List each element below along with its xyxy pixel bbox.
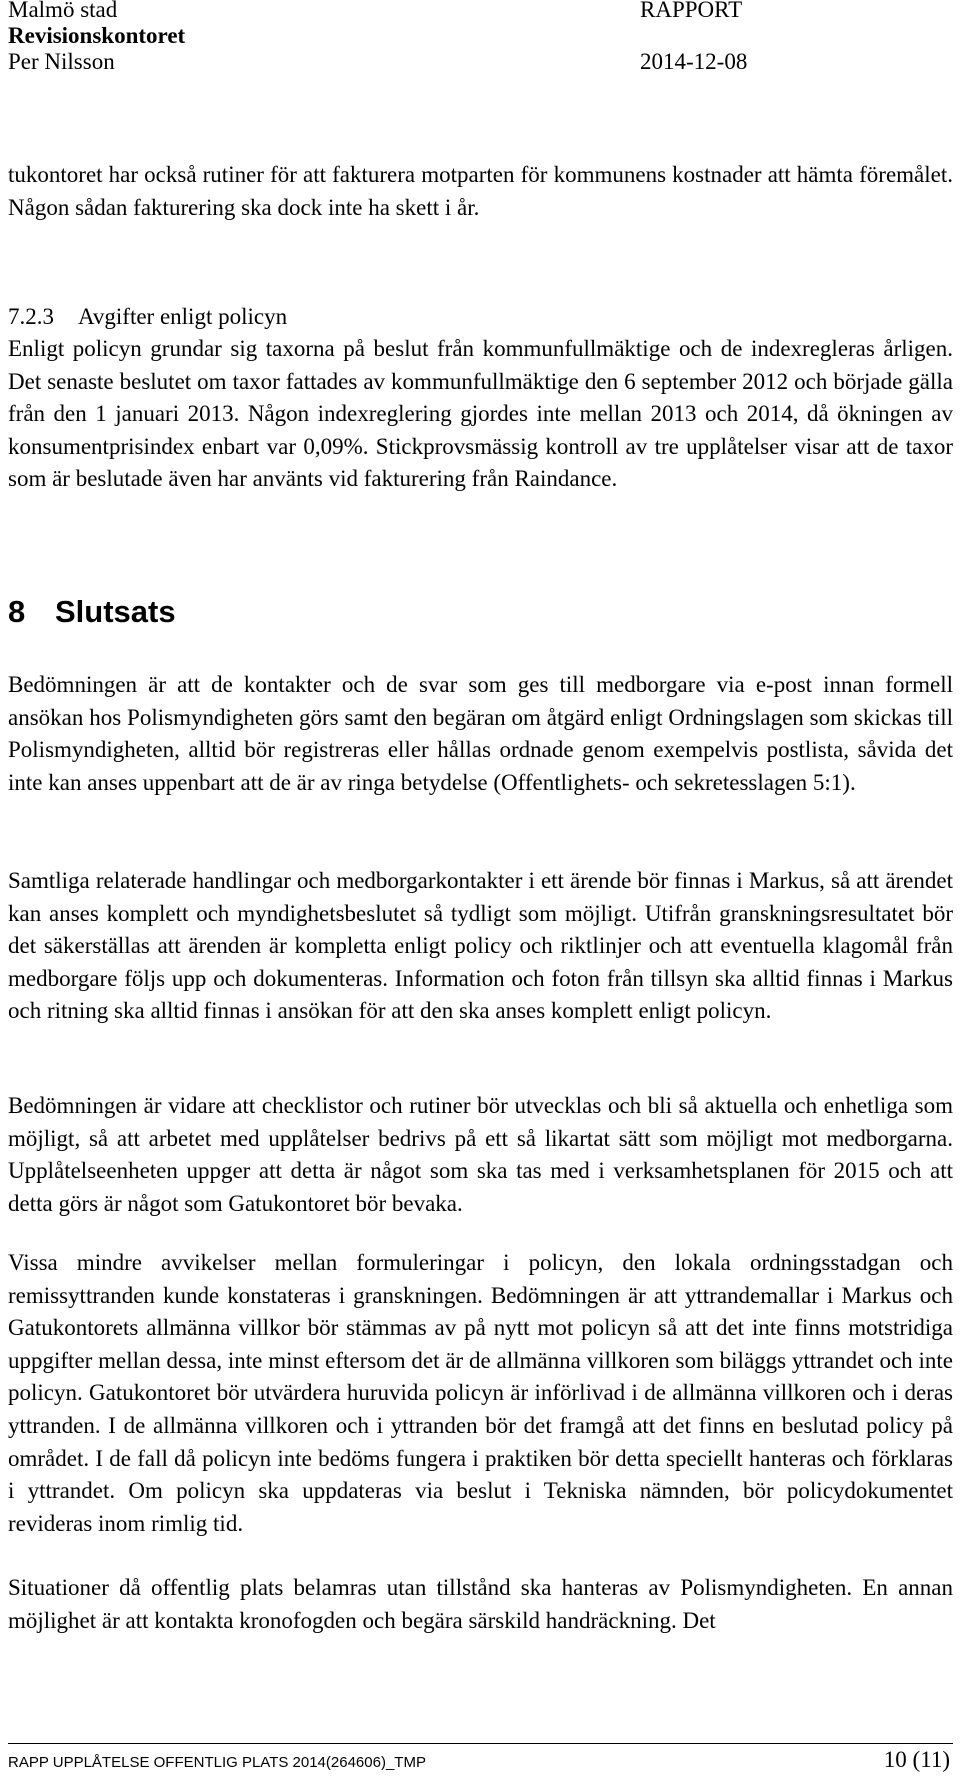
section-heading-8 (8, 592, 176, 632)
paragraph-slutsats-4: Vissa mindre avvikelser mellan formuleringar i policyn, den lokala ordningsstadgan och remissyttranden kunde konstateras i granskningen. Bedömningen är att yttrandemallar i Markus och Gatukontorets allmänna villkor bör stämmas av på nytt mot policyn så att det inte finns motstridiga uppgifter mellan dessa, inte minst eftersom det är de allmänna villkoren som biläggs yttrandet och inte policyn. Gatukontoret bör utvärdera huruvida policyn är införlivad i de allmänna villkoren och i deras yttranden. I de allmänna villkoren och i yttranden bör det framgå att det finns en beslutad policy på området. I de fall då policyn inte bedöms fungera i praktiken bör detta speciellt hanteras och förklaras i yttrandet. Om policyn ska uppdateras via beslut i Tekniska nämnden, bör policydokumentet revideras inom rimlig tid. (8, 1250, 953, 1536)
footer-document-code: RAPP UPPLÅTELSE OFFENTLIG PLATS 2014(264606)_TMP (8, 1754, 426, 1771)
footer-page-number: 10 (11) (883, 1747, 950, 1772)
header-document-type: RAPPORT (640, 0, 743, 22)
paragraph-slutsats-5: Situationer då offentlig plats belamras utan tillstånd ska hanteras av Polismyndigheten. En annan möjlighet är att kontakta kronofogden och begära särskild handräckning. Det (8, 1575, 953, 1633)
header-date: 2014-12-08 (640, 49, 748, 74)
paragraph-intro: tukontoret har också rutiner för att fakturera motparten för kommunens kostnader att hämta föremålet. Någon sådan fakturering ska dock inte ha skett i år. (8, 162, 953, 220)
paragraph-slutsats-2: Samtliga relaterade handlingar och medborgarkontakter i ett ärende bör finnas i Markus, så att ärendet kan anses komplett och myndighetsbeslutet så tydligt som möjligt. Utifrån granskningsresultatet bör det säkerställas att ärenden är kompletta enligt policy och riktlinjer och att eventuella klagomål från medborgare följs upp och dokumenteras. Information och foton från tillsyn ska alltid finnas i Markus och ritning ska alltid finnas i ansökan för att den ska anses komplett enligt policyn. (8, 868, 953, 1024)
paragraph-slutsats-3: Bedömningen är vidare att checklistor och rutiner bör utvecklas och bli så aktuella och enhetliga som möjligt, så att arbetet med upplåtelser bedrivs på ett så likartat sätt som möjligt mot medborgarna. Upplåtelseenheten uppger att detta är något som ska tas med i verksamhetsplanen för 2015 och att detta görs är något som Gatukontoret bör bevaka. (8, 1093, 953, 1216)
header-organization: Malmö stad (8, 0, 118, 22)
chapter-number: 8 (8, 594, 26, 629)
paragraph-slutsats-1: Bedömningen är att de kontakter och de svar som ges till medborgare via e-post innan formell ansökan hos Polismyndigheten görs samt den begäran om åtgärd enligt Ordningslagen som skickas till Polismyndigheten, alltid bör registreras eller hållas ordnade genom exempelvis postlista, såvida det inte kan anses uppenbart att de är av ringa betydelse (Offentlighets- och sekretesslagen 5:1). (8, 672, 953, 795)
footer-divider (8, 1743, 953, 1744)
paragraph-avgifter: Enligt policyn grundar sig taxorna på beslut från kommunfullmäktige och de indexregleras årligen. Det senaste beslutet om taxor fattades av kommunfullmäktige den 6 september 2012 och började gälla från den 1 januari 2013. Någon indexreglering gjordes inte mellan 2013 och 2014, då ökningen av konsumentprisindex enbart var 0,09%. Stickprovsmässig kontroll av tre upplåtelser visar att de taxor som är beslutade även har använts vid fakturering från Raindance. (8, 336, 953, 492)
section-title: Avgifter enligt policyn (78, 304, 288, 329)
section-number: 7.2.3 (8, 304, 54, 329)
header-department: Revisionskontoret (8, 23, 186, 48)
section-heading-7-2-3 (8, 301, 287, 333)
header-author: Per Nilsson (8, 49, 115, 74)
chapter-title: Slutsats (55, 594, 176, 629)
